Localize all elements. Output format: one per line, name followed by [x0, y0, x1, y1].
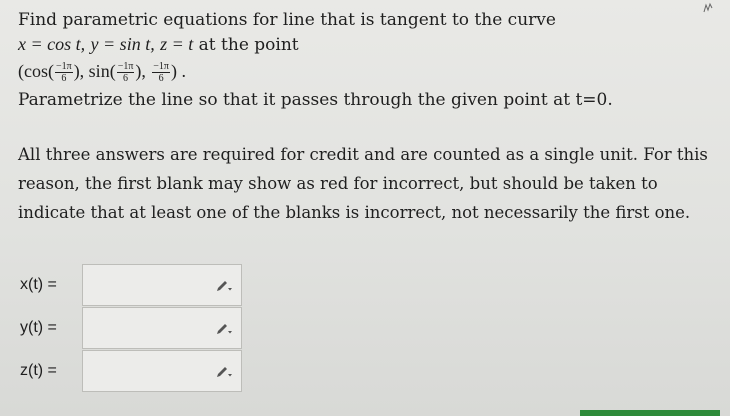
fraction-2 [117, 61, 135, 84]
question-text [18, 8, 718, 112]
answer-label-x: x(t) = [20, 276, 57, 293]
answer-input-x[interactable] [82, 264, 242, 306]
point-mid-2: ), [135, 61, 146, 81]
pencil-icon[interactable] [215, 279, 233, 293]
point-open: (cos( [18, 61, 54, 81]
pencil-icon[interactable] [215, 365, 233, 379]
equation-x: x = cos t, [18, 34, 86, 54]
answer-input-z[interactable] [82, 350, 242, 392]
question-line-2 [18, 32, 718, 57]
question-line-1: Find parametric equations for line that is tangent to the curve [18, 10, 556, 30]
question-line-4: Parametrize the line so that it passes through the given point at t=0. [18, 90, 613, 110]
fraction-1 [55, 61, 73, 84]
answer-label-y: y(t) = [20, 319, 57, 336]
point-mid-1: ), sin( [73, 61, 116, 81]
fraction-3 [152, 61, 170, 84]
answer-row-z [20, 350, 82, 392]
fraction-den: 6 [61, 73, 67, 84]
answer-input-y[interactable] [82, 307, 242, 349]
credit-notice: All three answers are required for credit and are counted as a single unit. For this reason, the first blank may show as red for incorrect, but should be taken to indicate that at least one of the blanks is incorrect, not necessarily the first one. [18, 145, 708, 222]
fraction-num: −1π [55, 61, 72, 72]
equation-y: y = sin t, [90, 34, 155, 54]
point-close: ) . [171, 61, 186, 81]
equation-z: z = t [160, 34, 194, 54]
answer-label-z: z(t) = [20, 362, 57, 379]
fraction-den: 6 [123, 73, 129, 84]
point-expression [18, 59, 718, 84]
fraction-num: −1π [153, 61, 169, 72]
fraction-den: 6 [158, 73, 164, 84]
fraction-num: −1π [117, 61, 134, 72]
at-point-text: at the point [198, 35, 299, 55]
submit-button-edge[interactable] [580, 410, 720, 416]
answer-row-x [20, 264, 82, 306]
pencil-icon[interactable] [215, 322, 233, 336]
answer-row-y [20, 307, 82, 349]
